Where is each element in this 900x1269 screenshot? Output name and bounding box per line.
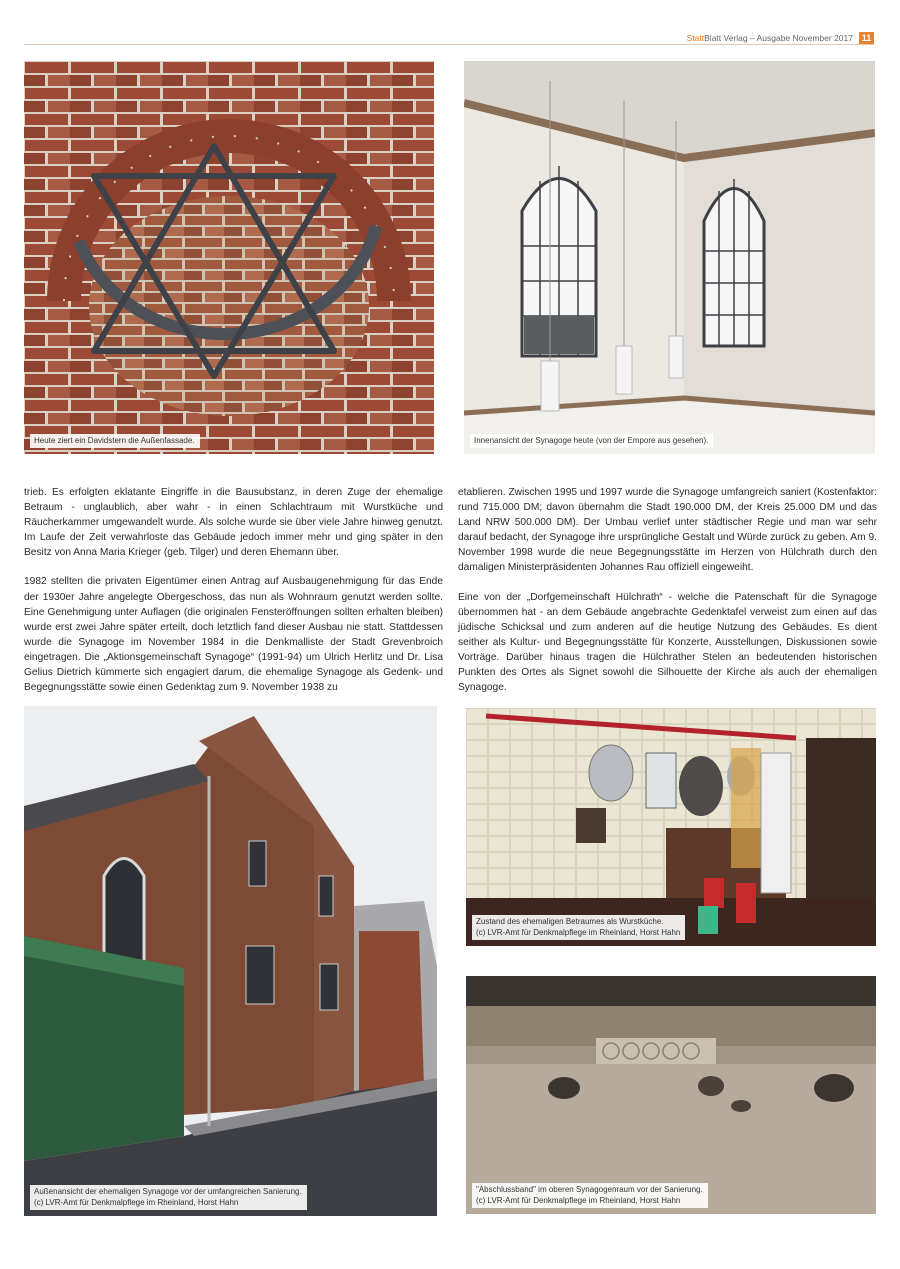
article-paragraph: etablieren. Zwischen 1995 und 1997 wurde die Synagoge umfangreich saniert (Kostenfaktor: rund 715.000 DM; davon übernahm die Stadt 190.000 DM, der Kreis 25.000 DM und das Land NRW 500.000 DM). Der Umbau verlief unter städtischer Regie und man war sehr darauf bedacht, der Synagoge ihre ursprüngliche Gestalt und Würde zurück zu geben. Am 9. November 1998 wurde die neue Begegnungsstätte im Herzen von Hülchrath durch den damaligen Ministerpräsidenten Johannes Rau offiziell eingeweiht. bbox=[458, 487, 877, 574]
caption-line: "Abschlussband" im oberen Synagogenraum vor der Sanierung. bbox=[476, 1185, 703, 1194]
article-paragraph: 1982 stellten die privaten Eigentümer einen Antrag auf Ausbaugenehmigung für das Ende der 1930er Jahre angelegte Obergeschoss, das nun als Wohnraum genutzt werden sollte. Eine Genehmigung unter Auflagen (die originalen Fensteröffnungen sollten erhalten bleiben) wurde erst zwei Jahre später erteilt, doch letztlich fand dieser Ausbau nie statt. Stattdessen wurde die Synagoge im November 1984 in die Denkmalliste der Stadt Grevenbroich eingetragen. Die „Aktionsgemeinschaft Synagoge“ (1991-94) um Ulrich Herlitz und Dr. Lisa Gelius Dietrich kümmerte sich engagiert darum, die ehemalige Synagoge als Gedenk- und Begegnungsstätte sowie einen Gedenktag zum 9. November 1938 zu bbox=[24, 576, 443, 694]
page-number: 11 bbox=[859, 32, 874, 45]
header-divider bbox=[24, 44, 874, 45]
photo-interior bbox=[464, 61, 875, 454]
photo-sausage-kitchen bbox=[466, 708, 876, 946]
caption-line: Zustand des ehemaligen Betraumes als Wurstküche. bbox=[476, 917, 664, 926]
article-column-right bbox=[458, 485, 877, 709]
caption-credit: (c) LVR-Amt für Denkmalpflege im Rheinland, Horst Hahn bbox=[34, 1197, 239, 1207]
photo-exterior bbox=[24, 706, 437, 1216]
caption-closing-band bbox=[472, 1183, 708, 1208]
publisher-line: StattBlatt Verlag – Ausgabe November 2017 bbox=[686, 33, 853, 43]
photo-closing-band bbox=[466, 976, 876, 1214]
caption-line: Außenansicht der ehemaligen Synagoge vor der umfangreichen Sanierung. bbox=[34, 1187, 302, 1196]
article-paragraph: Eine von der „Dorfgemeinschaft Hülchrath“ - welche die Patenschaft für die Synagoge übernommen hat - an dem Gebäude angebrachte Gedenktafel verweist zum einen auf das jüdische Schicksal und zum anderen auf die heutige Nutzung des Gebäudes. Es dient seither als Kultur- und Begegnungsstätte für Konzerte, Ausstellungen, Diskussionen sowie Vorträge. Darüber hinaus tragen die Hülchrather Stelen an bedeutenden historischen Punkten des Ortes als Signet sowohl die Silhouette der Kirche als auch der ehemaligen Synagoge. bbox=[458, 591, 877, 694]
caption-credit: (c) LVR-Amt für Denkmalpflege im Rheinland, Horst Hahn bbox=[476, 1195, 681, 1205]
article-column-left bbox=[24, 485, 443, 709]
photo-star-of-david bbox=[24, 61, 434, 454]
caption-interior: Innenansicht der Synagoge heute (von der Empore aus gesehen). bbox=[470, 434, 713, 449]
caption-exterior bbox=[30, 1185, 307, 1210]
caption-star: Heute ziert ein Davidstern die Außenfassade. bbox=[30, 434, 200, 449]
article-paragraph: trieb. Es erfolgten eklatante Eingriffe in die Bausubstanz, in deren Zuge der ehemalige Betraum - unglaublich, aber wahr - in einen Schlachtraum mit Wurstküche und Räucherkammer umgewandelt wurde. Als solche wurde sie über viele Jahre hinweg genutzt. Im Laufe der Zeit verwahrloste das Gebäude jedoch immer mehr und ging später in den Besitz von Anna Maria Krieger (geb. Tilger) und deren Ehemann über. bbox=[24, 487, 443, 559]
caption-credit: (c) LVR-Amt für Denkmalpflege im Rheinland, Horst Hahn bbox=[476, 927, 681, 937]
caption-kitchen bbox=[472, 915, 685, 940]
